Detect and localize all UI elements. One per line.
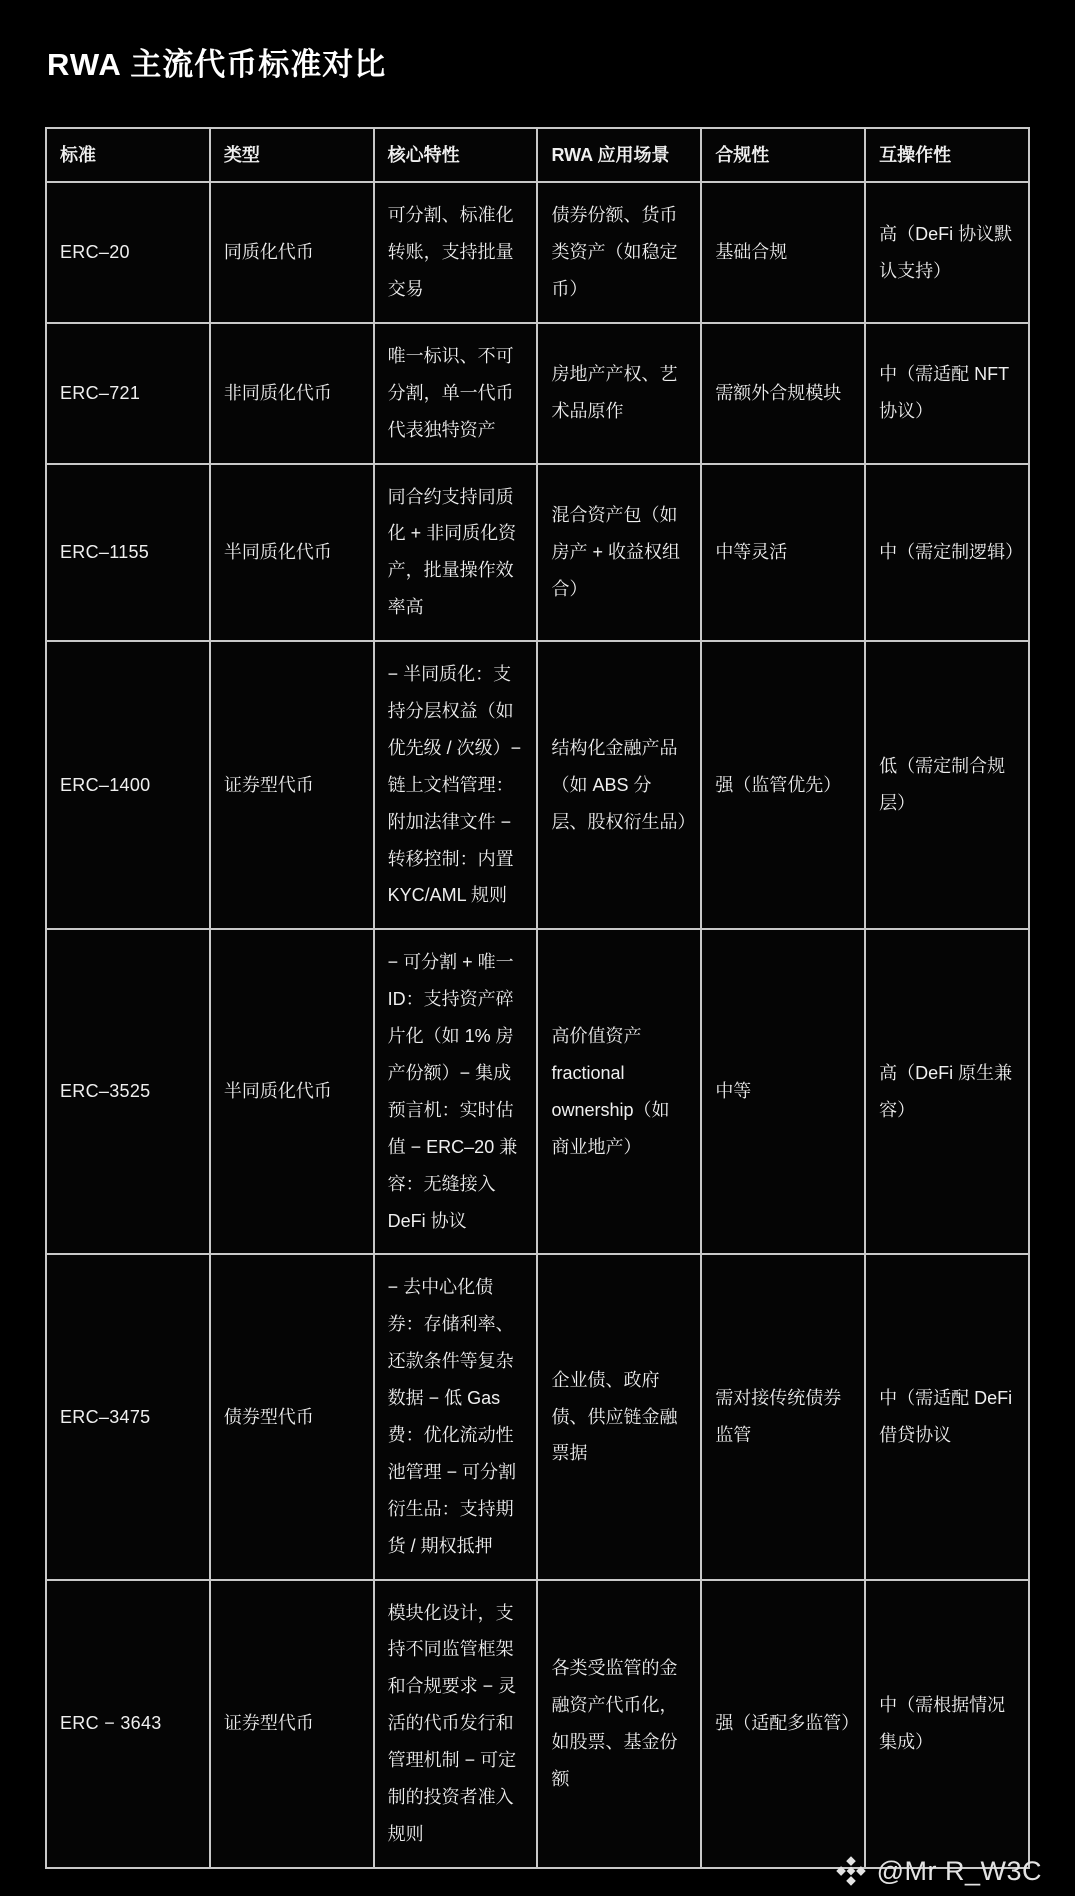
cell-standard: ERC–721 (46, 323, 210, 464)
cell-compliance: 中等灵活 (701, 464, 865, 642)
table-row (46, 464, 1029, 642)
column-header: 标准 (46, 128, 210, 182)
table-header (46, 128, 1029, 182)
cell-compliance: 强（监管优先） (701, 641, 865, 929)
cell-compliance: 基础合规 (701, 182, 865, 323)
cell-interop: 中（需根据情况集成） (865, 1580, 1029, 1868)
watermark-handle: @Mr R_W3C (876, 1855, 1042, 1886)
column-header: 类型 (210, 128, 374, 182)
column-header: 合规性 (701, 128, 865, 182)
cell-standard: ERC–3525 (46, 929, 210, 1254)
diamond-logo-icon (834, 1854, 868, 1888)
cell-type: 非同质化代币 (210, 323, 374, 464)
cell-scenario: 结构化金融产品（如 ABS 分层、股权衍生品） (537, 641, 701, 929)
table-row (46, 323, 1029, 464)
cell-standard: ERC–20 (46, 182, 210, 323)
column-header: 互操作性 (865, 128, 1029, 182)
cell-scenario: 混合资产包（如房产 + 收益权组合） (537, 464, 701, 642)
table-body (46, 182, 1029, 1868)
cell-scenario: 各类受监管的金融资产代币化，如股票、基金份额 (537, 1580, 701, 1868)
cell-standard: ERC–1400 (46, 641, 210, 929)
cell-type: 证券型代币 (210, 1580, 374, 1868)
cell-features: − 可分割 + 唯一 ID：支持资产碎片化（如 1% 房产份额）− 集成预言机：实时估值 − ERC–20 兼容：无缝接入 DeFi 协议 (374, 929, 538, 1254)
cell-type: 半同质化代币 (210, 464, 374, 642)
comparison-table (45, 127, 1030, 1869)
cell-compliance: 需对接传统债券监管 (701, 1254, 865, 1579)
cell-interop: 中（需适配 NFT 协议） (865, 323, 1029, 464)
page-title: RWA 主流代币标准对比 (47, 47, 387, 82)
cell-standard: ERC − 3643 (46, 1580, 210, 1868)
table-row (46, 182, 1029, 323)
column-header: 核心特性 (374, 128, 538, 182)
cell-features: 模块化设计，支持不同监管框架和合规要求 − 灵活的代币发行和管理机制 − 可定制的投资者准入规则 (374, 1580, 538, 1868)
table-row (46, 1254, 1029, 1579)
cell-type: 半同质化代币 (210, 929, 374, 1254)
cell-interop: 中（需定制逻辑） (865, 464, 1029, 642)
header-row (46, 128, 1029, 182)
cell-features: − 半同质化：支持分层权益（如优先级 / 次级）− 链上文档管理：附加法律文件 − 转移控制：内置 KYC/AML 规则 (374, 641, 538, 929)
cell-scenario: 债券份额、货币类资产（如稳定币） (537, 182, 701, 323)
cell-interop: 低（需定制合规层） (865, 641, 1029, 929)
cell-scenario: 企业债、政府债、供应链金融票据 (537, 1254, 701, 1579)
cell-compliance: 需额外合规模块 (701, 323, 865, 464)
cell-standard: ERC–1155 (46, 464, 210, 642)
cell-interop: 高（DeFi 协议默认支持） (865, 182, 1029, 323)
cell-interop: 高（DeFi 原生兼容） (865, 929, 1029, 1254)
cell-compliance: 中等 (701, 929, 865, 1254)
cell-type: 同质化代币 (210, 182, 374, 323)
cell-scenario: 高价值资产 fractional ownership（如商业地产） (537, 929, 701, 1254)
cell-type: 证券型代币 (210, 641, 374, 929)
cell-features: 可分割、标准化转账，支持批量交易 (374, 182, 538, 323)
cell-features: 唯一标识、不可分割，单一代币代表独特资产 (374, 323, 538, 464)
table-row (46, 1580, 1029, 1868)
cell-type: 债券型代币 (210, 1254, 374, 1579)
cell-compliance: 强（适配多监管） (701, 1580, 865, 1868)
table-row (46, 641, 1029, 929)
column-header: RWA 应用场景 (537, 128, 701, 182)
cell-scenario: 房地产产权、艺术品原作 (537, 323, 701, 464)
cell-standard: ERC–3475 (46, 1254, 210, 1579)
cell-features: 同合约支持同质化 + 非同质化资产，批量操作效率高 (374, 464, 538, 642)
cell-interop: 中（需适配 DeFi 借贷协议 (865, 1254, 1029, 1579)
watermark (834, 1854, 1042, 1888)
table-row (46, 929, 1029, 1254)
cell-features: − 去中心化债券：存储利率、还款条件等复杂数据 − 低 Gas 费：优化流动性池管理 − 可分割衍生品：支持期货 / 期权抵押 (374, 1254, 538, 1579)
